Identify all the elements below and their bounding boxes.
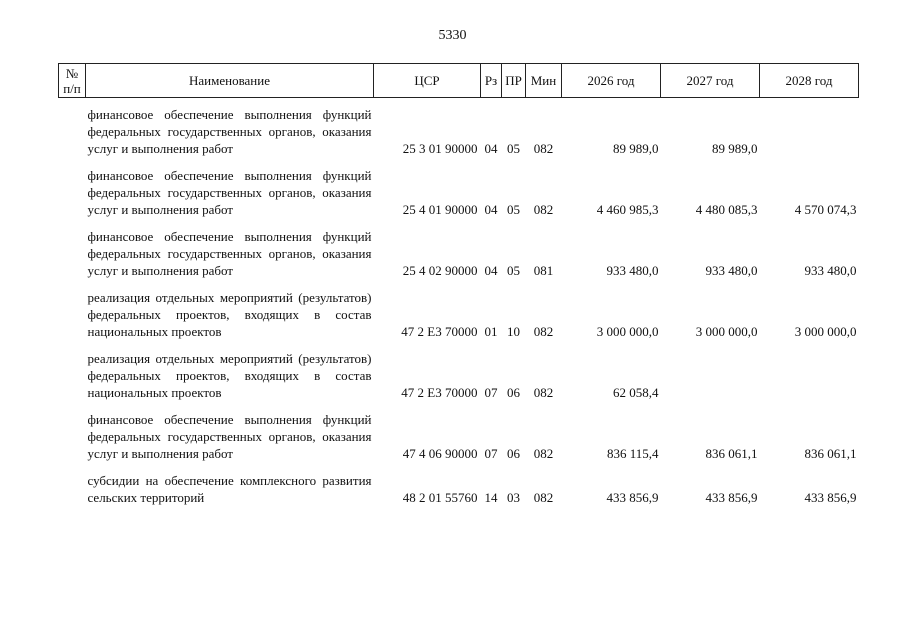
row-2027: 89 989,0 (712, 141, 758, 156)
row-rz: 07 (484, 446, 498, 461)
row-2026: 836 115,4 (606, 446, 659, 461)
row-2027: 933 480,0 (705, 263, 758, 278)
table-row (59, 281, 859, 342)
header-min: Мин (526, 64, 562, 98)
row-number-cell (59, 464, 86, 508)
row-pr: 03 (507, 490, 520, 505)
row-min: 082 (533, 141, 554, 156)
row-name: субсидии на обеспечение комплексного развития сельских территорий (87, 473, 372, 505)
header-pr: ПР (502, 64, 526, 98)
table-row (59, 159, 859, 220)
row-pr: 06 (507, 446, 520, 461)
header-2028: 2028 год (760, 64, 859, 98)
row-rz: 14 (484, 490, 498, 505)
row-csr: 47 2 E3 70000 (401, 385, 478, 400)
budget-table (58, 63, 859, 508)
row-min: 082 (533, 490, 554, 505)
row-min: 082 (533, 202, 554, 217)
row-csr: 48 2 01 55760 (402, 490, 478, 505)
header-rz: Рз (481, 64, 502, 98)
row-2028 (760, 98, 859, 160)
row-2026: 4 460 985,3 (596, 202, 659, 217)
row-rz: 07 (484, 385, 498, 400)
table-row (59, 342, 859, 403)
row-2027: 3 000 000,0 (695, 324, 758, 339)
row-number-cell (59, 220, 86, 281)
row-pr: 05 (507, 202, 520, 217)
row-2026: 3 000 000,0 (596, 324, 659, 339)
row-name: финансовое обеспечение выполнения функций федеральных государственных органов, оказания услуг и выполнения работ (87, 412, 372, 461)
row-pr: 10 (507, 324, 520, 339)
row-2027 (661, 342, 760, 403)
header-2026: 2026 год (562, 64, 661, 98)
header-name: Наименование (86, 64, 374, 98)
row-2027: 836 061,1 (705, 446, 758, 461)
row-number-cell (59, 342, 86, 403)
row-csr: 25 4 02 90000 (402, 263, 478, 278)
row-number-cell (59, 159, 86, 220)
row-name: финансовое обеспечение выполнения функций федеральных государственных органов, оказания услуг и выполнения работ (87, 229, 372, 278)
row-name: финансовое обеспечение выполнения функций федеральных государственных органов, оказания услуг и выполнения работ (87, 107, 372, 156)
row-min: 082 (533, 446, 554, 461)
row-2026: 89 989,0 (613, 141, 659, 156)
row-2028: 4 570 074,3 (794, 202, 857, 217)
row-2026: 62 058,4 (613, 385, 659, 400)
row-csr: 25 3 01 90000 (402, 141, 478, 156)
row-rz: 04 (484, 202, 498, 217)
row-csr: 47 2 E3 70000 (401, 324, 478, 339)
row-2028: 433 856,9 (804, 490, 857, 505)
row-name: финансовое обеспечение выполнения функций федеральных государственных органов, оказания услуг и выполнения работ (87, 168, 372, 217)
row-rz: 04 (484, 141, 498, 156)
row-2028: 3 000 000,0 (794, 324, 857, 339)
row-csr: 25 4 01 90000 (402, 202, 478, 217)
header-csr: ЦСР (374, 64, 481, 98)
table-row (59, 98, 859, 160)
row-2026: 933 480,0 (606, 263, 659, 278)
row-number-cell (59, 281, 86, 342)
row-pr: 05 (507, 141, 520, 156)
table-header-row (59, 64, 859, 98)
row-number-cell (59, 403, 86, 464)
row-name: реализация отдельных мероприятий (результатов) федеральных проектов, входящих в состав национальных проектов (87, 290, 372, 339)
header-2027: 2027 год (661, 64, 760, 98)
row-2028: 933 480,0 (804, 263, 857, 278)
row-min: 082 (533, 385, 554, 400)
table-row (59, 464, 859, 508)
row-2026: 433 856,9 (606, 490, 659, 505)
row-csr: 47 4 06 90000 (402, 446, 478, 461)
row-2028: 836 061,1 (804, 446, 857, 461)
row-pr: 06 (507, 385, 520, 400)
header-num: № п/п (59, 64, 86, 98)
row-name: реализация отдельных мероприятий (результатов) федеральных проектов, входящих в состав национальных проектов (87, 351, 372, 400)
row-rz: 01 (484, 324, 498, 339)
page-number: 5330 (438, 28, 467, 43)
row-number-cell (59, 98, 86, 160)
row-min: 081 (533, 263, 554, 278)
row-pr: 05 (507, 263, 520, 278)
row-rz: 04 (484, 263, 498, 278)
row-min: 082 (533, 324, 554, 339)
table-row (59, 220, 859, 281)
row-2028 (760, 342, 859, 403)
row-2027: 4 480 085,3 (695, 202, 758, 217)
table-row (59, 403, 859, 464)
row-2027: 433 856,9 (705, 490, 758, 505)
